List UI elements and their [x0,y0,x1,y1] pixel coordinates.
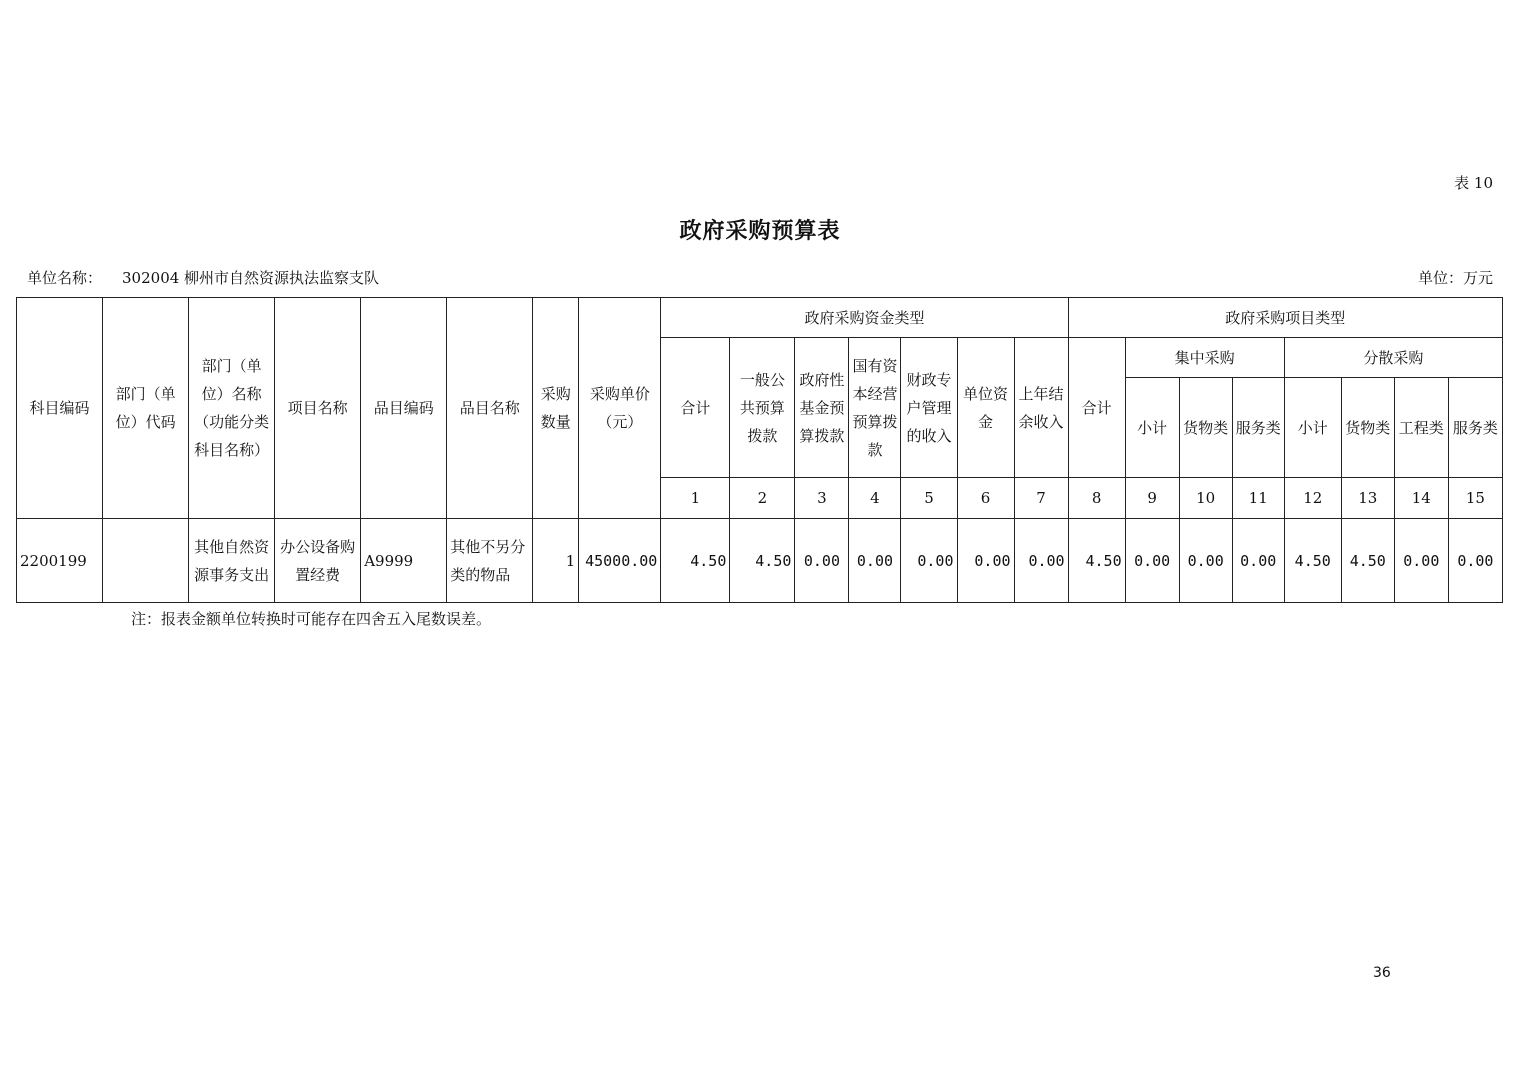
cell-value: 0.00 [1232,519,1284,603]
cell-dept-name: 其他自然资源事务支出 [189,519,275,603]
col-number: 6 [957,478,1014,519]
header-general-public: 一般公共预算拨款 [730,338,795,478]
header-d-engineering: 工程类 [1394,378,1448,478]
header-state-capital: 国有资本经营预算拨款 [849,338,901,478]
header-fiscal-special: 财政专户管理的收入 [901,338,957,478]
cell-value: 4.50 [1068,519,1125,603]
cell-value: 4.50 [1284,519,1341,603]
header-subject-code: 科目编码 [17,298,103,519]
col-number: 8 [1068,478,1125,519]
header-decentralized: 分散采购 [1284,338,1502,378]
table-number: 表 10 [1454,174,1493,192]
footnote: 注：报表金额单位转换时可能存在四舍五入尾数误差。 [131,610,492,628]
col-number: 4 [849,478,901,519]
header-unit-price: 采购单价（元） [579,298,661,519]
table-row [17,519,1503,603]
cell-value: 0.00 [1448,519,1502,603]
col-number: 15 [1448,478,1502,519]
header-d-service: 服务类 [1448,378,1502,478]
unit-name-label: 单位名称： [27,269,103,287]
col-number: 2 [730,478,795,519]
header-fund-total: 合计 [661,338,730,478]
col-number: 7 [1014,478,1068,519]
cell-value: 0.00 [1125,519,1179,603]
col-number: 10 [1179,478,1232,519]
unit-name-value: 302004 柳州市自然资源执法监察支队 [122,269,380,287]
cell-value: 0.00 [957,519,1014,603]
col-number: 1 [661,478,730,519]
unit-name [27,267,379,288]
header-project-type: 政府采购项目类型 [1068,298,1502,338]
header-c-subtotal: 小计 [1125,378,1179,478]
header-c-goods: 货物类 [1179,378,1232,478]
col-number: 5 [901,478,957,519]
cell-value: 0.00 [795,519,849,603]
header-fund-type: 政府采购资金类型 [661,298,1068,338]
col-number: 12 [1284,478,1341,519]
cell-value: 0.00 [1394,519,1448,603]
header-c-service: 服务类 [1232,378,1284,478]
cell-value: 0.00 [849,519,901,603]
cell-subject-code: 2200199 [17,519,103,603]
cell-dept-code [103,519,189,603]
header-quantity: 采购数量 [533,298,579,519]
currency-unit: 单位：万元 [1417,269,1493,287]
header-centralized: 集中采购 [1125,338,1284,378]
page-number: 36 [1373,965,1391,981]
header-item-code: 品目编码 [361,298,447,519]
cell-project-name: 办公设备购置经费 [275,519,361,603]
cell-value: 4.50 [730,519,795,603]
header-gov-fund: 政府性基金预算拨款 [795,338,849,478]
header-d-subtotal: 小计 [1284,378,1341,478]
procurement-budget-table [16,297,1503,603]
col-number: 3 [795,478,849,519]
col-number: 14 [1394,478,1448,519]
cell-item-code: A9999 [361,519,447,603]
header-unit-fund: 单位资金 [957,338,1014,478]
header-item-name: 品目名称 [447,298,533,519]
cell-value: 0.00 [1014,519,1068,603]
header-dept-name: 部门（单位）名称（功能分类科目名称） [189,298,275,519]
cell-unit-price: 45000.00 [579,519,661,603]
page-title: 政府采购预算表 [679,218,841,244]
cell-value: 0.00 [901,519,957,603]
cell-value: 4.50 [661,519,730,603]
cell-value: 4.50 [1341,519,1394,603]
header-last-year: 上年结余收入 [1014,338,1068,478]
col-number: 11 [1232,478,1284,519]
col-number: 9 [1125,478,1179,519]
cell-item-name: 其他不另分类的物品 [447,519,533,603]
header-d-goods: 货物类 [1341,378,1394,478]
col-number: 13 [1341,478,1394,519]
cell-quantity: 1 [533,519,579,603]
header-project-name: 项目名称 [275,298,361,519]
cell-value: 0.00 [1179,519,1232,603]
header-project-total: 合计 [1068,338,1125,478]
header-dept-code: 部门（单位）代码 [103,298,189,519]
